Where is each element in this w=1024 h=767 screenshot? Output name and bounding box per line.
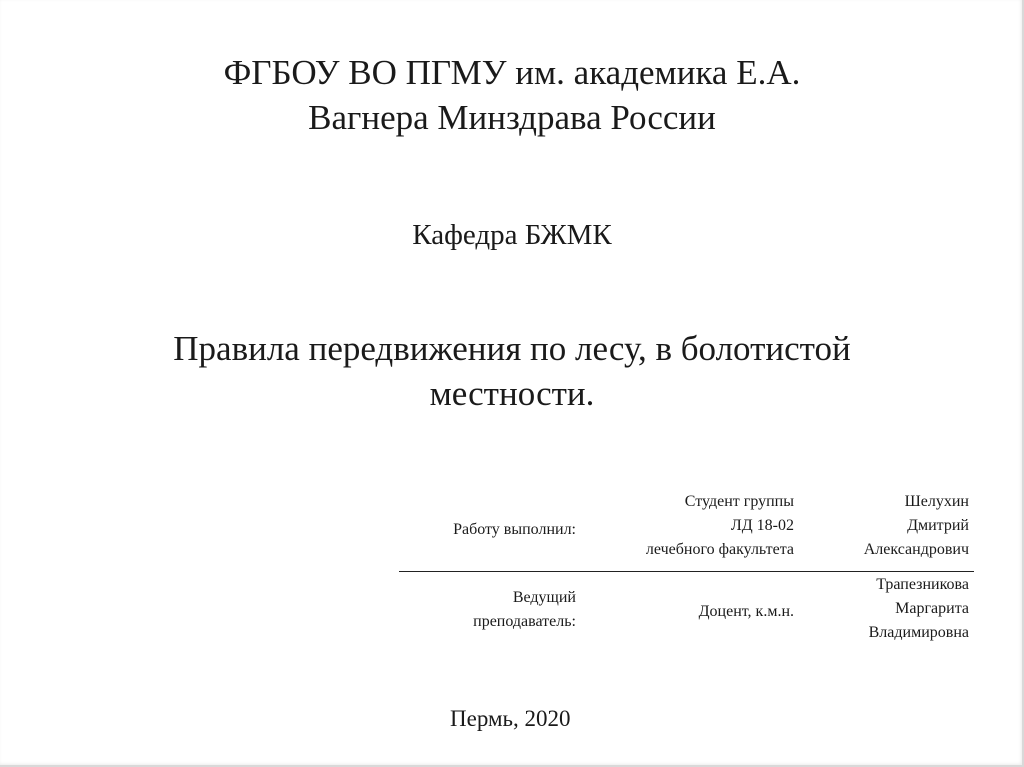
supervisor-name-line: Маргарита [895, 600, 969, 617]
institution-line-1: ФГБОУ ВО ПГМУ им. академика Е.А. [223, 53, 801, 92]
report-title-line-2: местности. [429, 374, 595, 413]
report-title-line-1: Правила передвижения по лесу, в болотистой [173, 329, 851, 368]
performed-by-row [399, 488, 974, 572]
supervisor-label [473, 586, 576, 634]
performed-by-label: Работу выполнил: [453, 521, 576, 538]
student-name-line: Александрович [863, 541, 969, 558]
student-name-cell [864, 490, 969, 562]
supervisor-name-line: Владимировна [868, 624, 969, 641]
supervisor-position: Доцент, к.м.н. [698, 603, 794, 620]
supervisor-name-line: Трапезникова [876, 576, 969, 593]
institution-line-2: Вагнера Минздрава России [308, 98, 716, 137]
supervisor-label-line: Ведущий [512, 589, 576, 606]
department-name: Кафедра БЖМК [412, 219, 612, 251]
supervisor-row [399, 572, 974, 658]
city-year: Пермь, 2020 [450, 706, 571, 731]
student-group-line: Студент группы [684, 493, 794, 510]
author-info-table [399, 488, 974, 658]
supervisor-name-cell [869, 573, 969, 645]
student-name-line: Шелухин [904, 493, 969, 510]
student-group-line: ЛД 18-02 [730, 517, 794, 534]
student-group-cell [646, 490, 794, 562]
student-name-line: Дмитрий [907, 517, 969, 534]
student-group-line: лечебного факультета [645, 541, 794, 558]
supervisor-label-line: преподаватель: [473, 613, 576, 630]
